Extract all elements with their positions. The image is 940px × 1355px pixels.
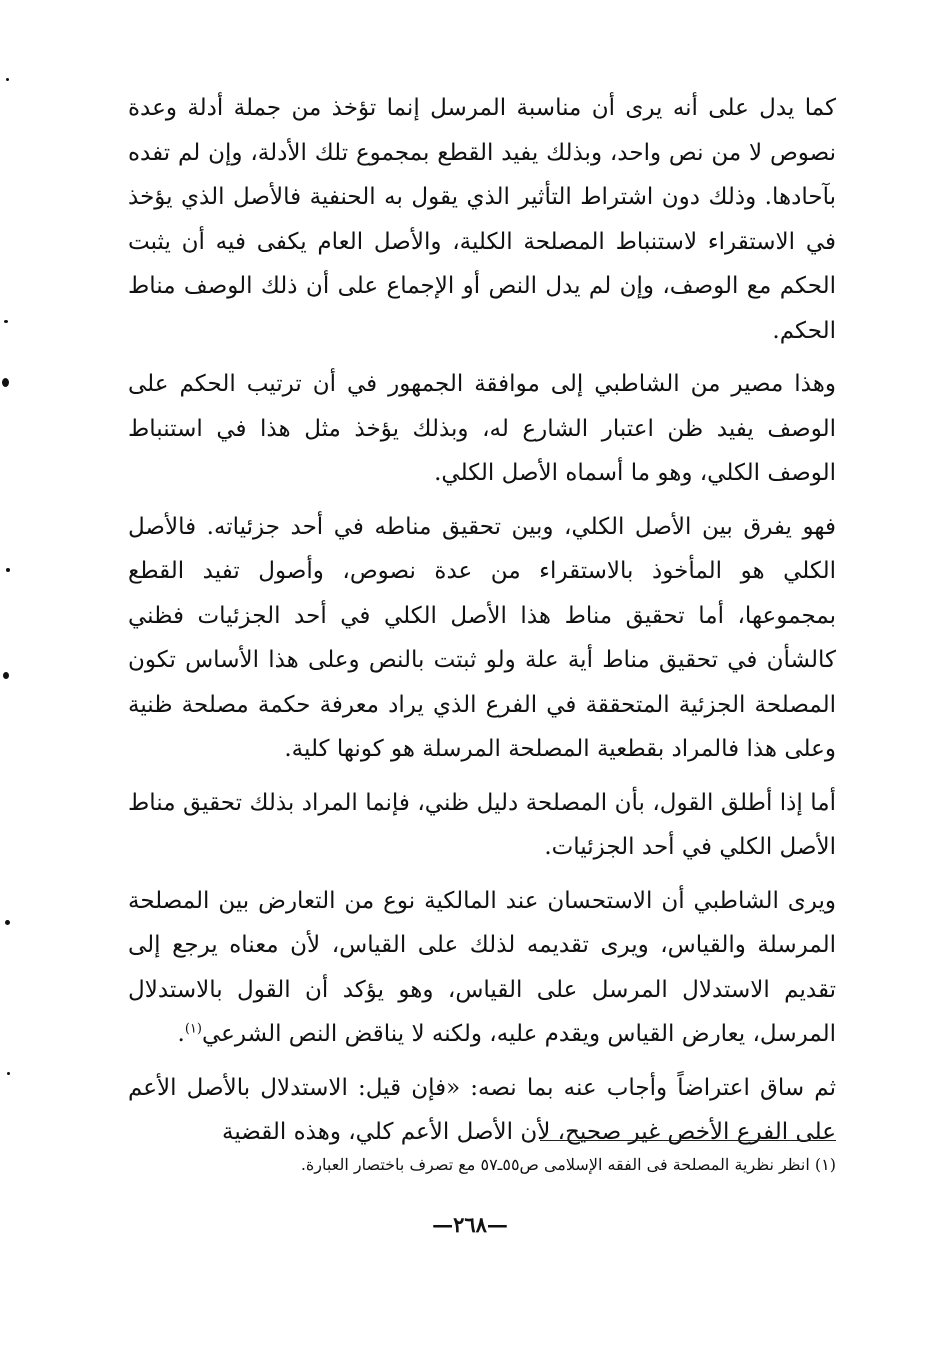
paragraph-4: أما إذا أطلق القول، بأن المصلحة دليل ظني، فإنما المراد بذلك تحقيق مناط الأصل الكلي في أحد الجزئيات. <box>128 789 836 860</box>
footnote-divider <box>540 1140 836 1141</box>
paragraph-1: كما يدل على أنه يرى أن مناسبة المرسل إنما تؤخذ من جملة أدلة وعدة نصوص لا من نص واحد، وبذلك يفيد القطع بمجموع تلك الأدلة، وإن لم تفده بآحادها. وذلك دون اشتراط التأثير الذي يقول به الحنفية فالأصل الذي يؤخذ في الاستقراء لاستنباط المصلحة الكلية، والأصل العام يكفى فيه أن يثبت الحكم مع الوصف، وإن لم يدل النص أو الإجماع على أن ذلك الوصف مناط الحكم. <box>128 95 836 344</box>
paragraph-6: ثم ساق اعتراضاً وأجاب عنه بما نصه: «فإن قيل: الاستدلال بالأصل الأعم على الفرع الأخص غير صحيح، لأن الأصل الأعم كلي، وهذه القضية <box>128 1074 836 1145</box>
footnote-reference[interactable]: (١) <box>184 1021 202 1037</box>
scan-speck <box>4 320 8 323</box>
scan-speck <box>7 1072 10 1075</box>
footnote: (١) انظر نظرية المصلحة فى الفقه الإسلامى ص٥٥ـ٥٧ مع تصرف باختصار العبارة. <box>300 1155 836 1174</box>
scan-speck <box>2 378 9 387</box>
paragraph-5 <box>128 879 836 1057</box>
scan-speck <box>3 672 9 679</box>
main-text <box>128 86 836 1164</box>
paragraph-2: وهذا مصير من الشاطبي إلى موافقة الجمهور في أن ترتيب الحكم على الوصف يفيد ظن اعتبار الشارع له، وبذلك يؤخذ مثل هذا في استنباط الوصف الكلي، وهو ما أسماه الأصل الكلي. <box>128 371 836 486</box>
scan-speck <box>5 920 10 925</box>
paragraph-5-text: ويرى الشاطبي أن الاستحسان عند المالكية نوع من التعارض بين المصلحة المرسلة والقياس، ويرى تقديمه لذلك على القياس، لأن معناه يرجع إلى تقديم الاستدلال المرسل على القياس، وهو يؤكد أن القول بالاستدلال المرسل، يعارض القياس ويقدم عليه، ولكنه لا يناقض النص الشرعي <box>128 887 836 1047</box>
scan-speck <box>6 568 10 572</box>
page-number: —٢٦٨— <box>432 1212 508 1237</box>
paragraph-5-end: . <box>177 1021 185 1047</box>
scan-speck <box>6 78 9 81</box>
paragraph-3: فهو يفرق بين الأصل الكلي، وبين تحقيق مناطه في أحد جزئياته. فالأصل الكلي هو المأخوذ بالاستقراء من عدة نصوص، وأصول تفيد القطع بمجموعها، أما تحقيق مناط هذا الأصل الكلي في أحد الجزئيات فظني كالشأن في تحقيق مناط أية علة ولو ثبتت بالنص وعلى هذا الأساس تكون المصلحة الجزئية المتحققة في الفرع الذي يراد معرفة حكمة مصلحة ظنية وعلى هذا فالمراد بقطعية المصلحة المرسلة هو كونها كلية. <box>128 513 836 762</box>
